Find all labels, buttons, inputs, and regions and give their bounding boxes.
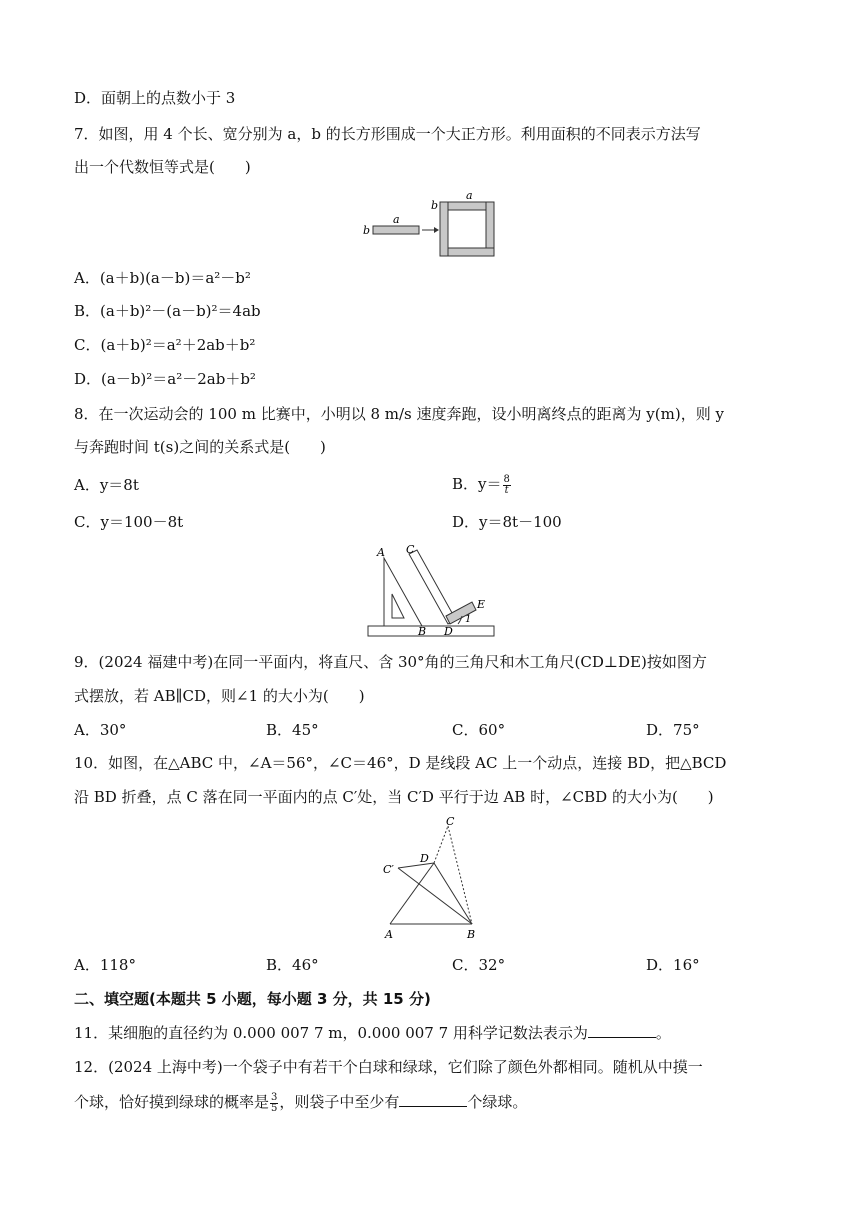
label-b-square: b xyxy=(431,199,439,212)
q11-answer-blank xyxy=(588,1023,656,1038)
q8-option-c: C．y＝100－8t xyxy=(74,513,184,531)
label-C: C xyxy=(406,543,415,556)
label-A: A xyxy=(385,928,393,941)
q11-stem-end: 。 xyxy=(655,1024,671,1042)
q12-stem-line1: 12．(2024 上海中考)一个袋子中有若干个白球和绿球，它们除了颜色外都相同。随机从中摸一 xyxy=(74,1058,703,1076)
label-A: A xyxy=(377,546,385,559)
q7-stem-line1: 7．如图，用 4 个长、宽分别为 a，b 的长方形围成一个大正方形。利用面积的不同表示方法写 xyxy=(74,125,701,143)
frac-denominator: t xyxy=(504,484,509,496)
q8-stem-line2: 与奔跑时间 t(s)之间的关系式是( ) xyxy=(74,438,326,456)
q9-option-b: B．45° xyxy=(266,721,319,739)
segment-DC-dashed xyxy=(434,826,448,863)
q9-stem-line1: 9．(2024 福建中考)在同一平面内，将直尺、含 30°角的三角尺和木工角尺(CD⊥DE)按如图方 xyxy=(74,653,707,671)
q9-option-a: A．30° xyxy=(74,721,127,739)
q10-figure-triangle-fold xyxy=(378,815,490,945)
label-E: E xyxy=(477,598,486,611)
label-C: C xyxy=(446,815,455,828)
q9-option-d: D．75° xyxy=(646,721,700,739)
q12-stem-line2 xyxy=(74,1092,527,1114)
label-D: D xyxy=(444,625,453,638)
q10-option-d: D．16° xyxy=(646,956,700,974)
q10-option-c: C．32° xyxy=(452,956,506,974)
label-D: D xyxy=(420,852,429,865)
q12-stem-part1: 个球，恰好摸到绿球的概率是 xyxy=(74,1093,270,1111)
q9-stem-line2: 式摆放，若 AB∥CD，则∠1 的大小为( ) xyxy=(74,687,365,705)
square-rect-left xyxy=(440,202,448,256)
carpenter-square-long-arm xyxy=(409,550,456,624)
q9-figure-ruler-triangle-square xyxy=(362,540,502,640)
q12-probability-fraction xyxy=(270,1093,278,1114)
q9-option-c: C．60° xyxy=(452,721,506,739)
q8-option-b-fraction xyxy=(503,475,511,496)
label-b-single: b xyxy=(363,224,371,237)
q7-option-b: B．(a＋b)²－(a－b)²＝4ab xyxy=(74,302,261,320)
label-a-single: a xyxy=(393,213,400,226)
label-angle-1: 1 xyxy=(465,614,472,625)
q7-option-d: D．(a－b)²＝a²－2ab＋b² xyxy=(74,370,256,388)
q8-option-b xyxy=(452,474,512,496)
q7-figure-rectangles-square xyxy=(358,186,508,262)
q7-option-a: A．(a＋b)(a－b)＝a²－b² xyxy=(74,269,251,287)
segment-AD xyxy=(390,863,434,924)
q8-stem-line1: 8．在一次运动会的 100 m 比赛中，小明以 8 m/s 速度奔跑，设小明离终点的距离为 y(m)，则 y xyxy=(74,405,724,423)
q12-answer-blank xyxy=(399,1092,467,1107)
label-B: B xyxy=(467,928,476,941)
label-C-prime: C′ xyxy=(383,863,394,876)
label-a-square: a xyxy=(466,189,473,202)
single-rectangle xyxy=(373,226,419,234)
q10-stem-line1: 10．如图，在△ABC 中，∠A＝56°，∠C＝46°，D 是线段 AC 上一个动点，连接 BD，把△BCD xyxy=(74,754,727,772)
inner-square xyxy=(448,210,486,248)
q11-stem-text: 11．某细胞的直径约为 0.000 007 7 m，0.000 007 7 用科学记数法表示为 xyxy=(74,1024,588,1042)
q8-option-b-prefix: B．y＝ xyxy=(452,475,502,493)
segment-CB-dashed xyxy=(448,826,472,924)
q7-stem-line2: 出一个代数恒等式是( ) xyxy=(74,158,251,176)
segment-CpB xyxy=(398,868,472,924)
arrow-head-icon xyxy=(434,227,439,233)
q12-stem-part3: 个绿球。 xyxy=(467,1093,528,1111)
label-B: B xyxy=(418,625,427,638)
frac-numerator: 8 xyxy=(503,473,510,485)
q6-option-d: D．面朝上的点数小于 3 xyxy=(74,89,236,107)
q10-option-b: B．46° xyxy=(266,956,319,974)
q11-stem xyxy=(74,1023,671,1043)
segment-BD xyxy=(434,863,472,924)
q8-option-a: A．y＝8t xyxy=(74,476,139,494)
q7-option-c: C．(a＋b)²＝a²＋2ab＋b² xyxy=(74,336,256,354)
q10-stem-line2: 沿 BD 折叠，点 C 落在同一平面内的点 C′处，当 C′D 平行于边 AB 时，∠CBD 的大小为( ) xyxy=(74,788,714,806)
q12-stem-part2: ，则袋子中至少有 xyxy=(279,1093,400,1111)
frac-numerator: 3 xyxy=(271,1091,278,1103)
q10-option-a: A．118° xyxy=(74,956,136,974)
q8-option-d: D．y＝8t－100 xyxy=(452,513,562,531)
ruler xyxy=(368,626,494,636)
frac-denominator: 5 xyxy=(271,1102,278,1114)
section-title-fill-in: 二、填空题(本题共 5 小题，每小题 3 分，共 15 分) xyxy=(74,990,431,1008)
